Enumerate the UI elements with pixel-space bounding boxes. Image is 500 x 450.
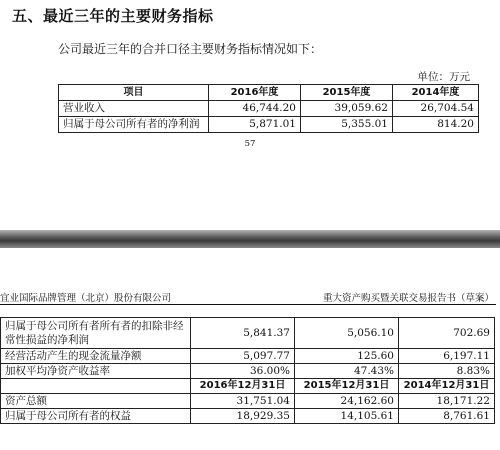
table-subheader-row — [1, 379, 495, 394]
row-label: 归属于母公司所有者的权益 — [1, 409, 191, 424]
table-cell: 24,162.60 — [295, 394, 399, 409]
header-cell: 2014年12月31日 — [399, 379, 495, 394]
table-cell: 46,744.20 — [209, 101, 301, 117]
header-cell: 2015年度 — [301, 85, 393, 101]
table-cell: 36.00% — [191, 364, 295, 379]
table-cell: 8,761.61 — [399, 409, 495, 424]
financial-table-1 — [58, 84, 479, 133]
table-cell: 18,171.22 — [399, 394, 495, 409]
intro-text: 公司最近三年的合并口径主要财务指标情况如下： — [58, 42, 323, 56]
table-cell: 31,751.04 — [191, 394, 295, 409]
page-header-company: 宜业国际品牌管理（北京）股份有限公司 — [0, 293, 172, 304]
table-cell: 5,097.77 — [191, 349, 295, 364]
table-cell: 814.20 — [393, 117, 479, 133]
table-cell: 14,105.61 — [295, 409, 399, 424]
table-row — [59, 101, 479, 117]
financial-table-2 — [0, 317, 495, 424]
page-header-report-title: 重大资产购买暨关联交易报告书（草案） — [322, 293, 494, 304]
table-cell: 5,871.01 — [209, 117, 301, 133]
header-cell: 2014年度 — [393, 85, 479, 101]
table-cell: 5,355.01 — [301, 117, 393, 133]
table-cell: 125.60 — [295, 349, 399, 364]
table-cell: 5,056.10 — [295, 318, 399, 349]
table-row — [1, 394, 495, 409]
row-label: 营业收入 — [59, 101, 209, 117]
table-cell: 26,704.54 — [393, 101, 479, 117]
header-cell: 2015年12月31日 — [295, 379, 399, 394]
table-cell: 8.83% — [399, 364, 495, 379]
header-cell: 项目 — [59, 85, 209, 101]
row-label: 归属于母公司所有者的净利润 — [59, 117, 209, 133]
section-title: 五、最近三年的主要财务指标 — [12, 7, 214, 25]
table-cell: 702.69 — [399, 318, 495, 349]
row-label: 经营活动产生的现金流量净额 — [1, 349, 191, 364]
table-cell: 5,841.37 — [191, 318, 295, 349]
table-cell: 18,929.35 — [191, 409, 295, 424]
table-row — [59, 117, 479, 133]
header-cell — [1, 379, 191, 394]
unit-label: 单位：万元 — [417, 71, 470, 83]
page-separator-band — [0, 230, 500, 248]
table-cell: 39,059.62 — [301, 101, 393, 117]
header-cell: 2016年12月31日 — [191, 379, 295, 394]
page-number: 57 — [244, 139, 256, 149]
table-cell: 47.43% — [295, 364, 399, 379]
table-row — [1, 409, 495, 424]
row-label: 归属于母公司所有者所有者的扣除非经常性损益的净利润 — [1, 318, 191, 349]
table-row — [1, 349, 495, 364]
table-header-row — [59, 85, 479, 101]
header-cell: 2016年度 — [209, 85, 301, 101]
row-label: 资产总额 — [1, 394, 191, 409]
table-cell: 6,197.11 — [399, 349, 495, 364]
row-label: 加权平均净资产收益率 — [1, 364, 191, 379]
table-row — [1, 364, 495, 379]
header-rule — [0, 304, 496, 305]
document-page-2 — [0, 248, 500, 450]
table-row — [1, 318, 495, 349]
